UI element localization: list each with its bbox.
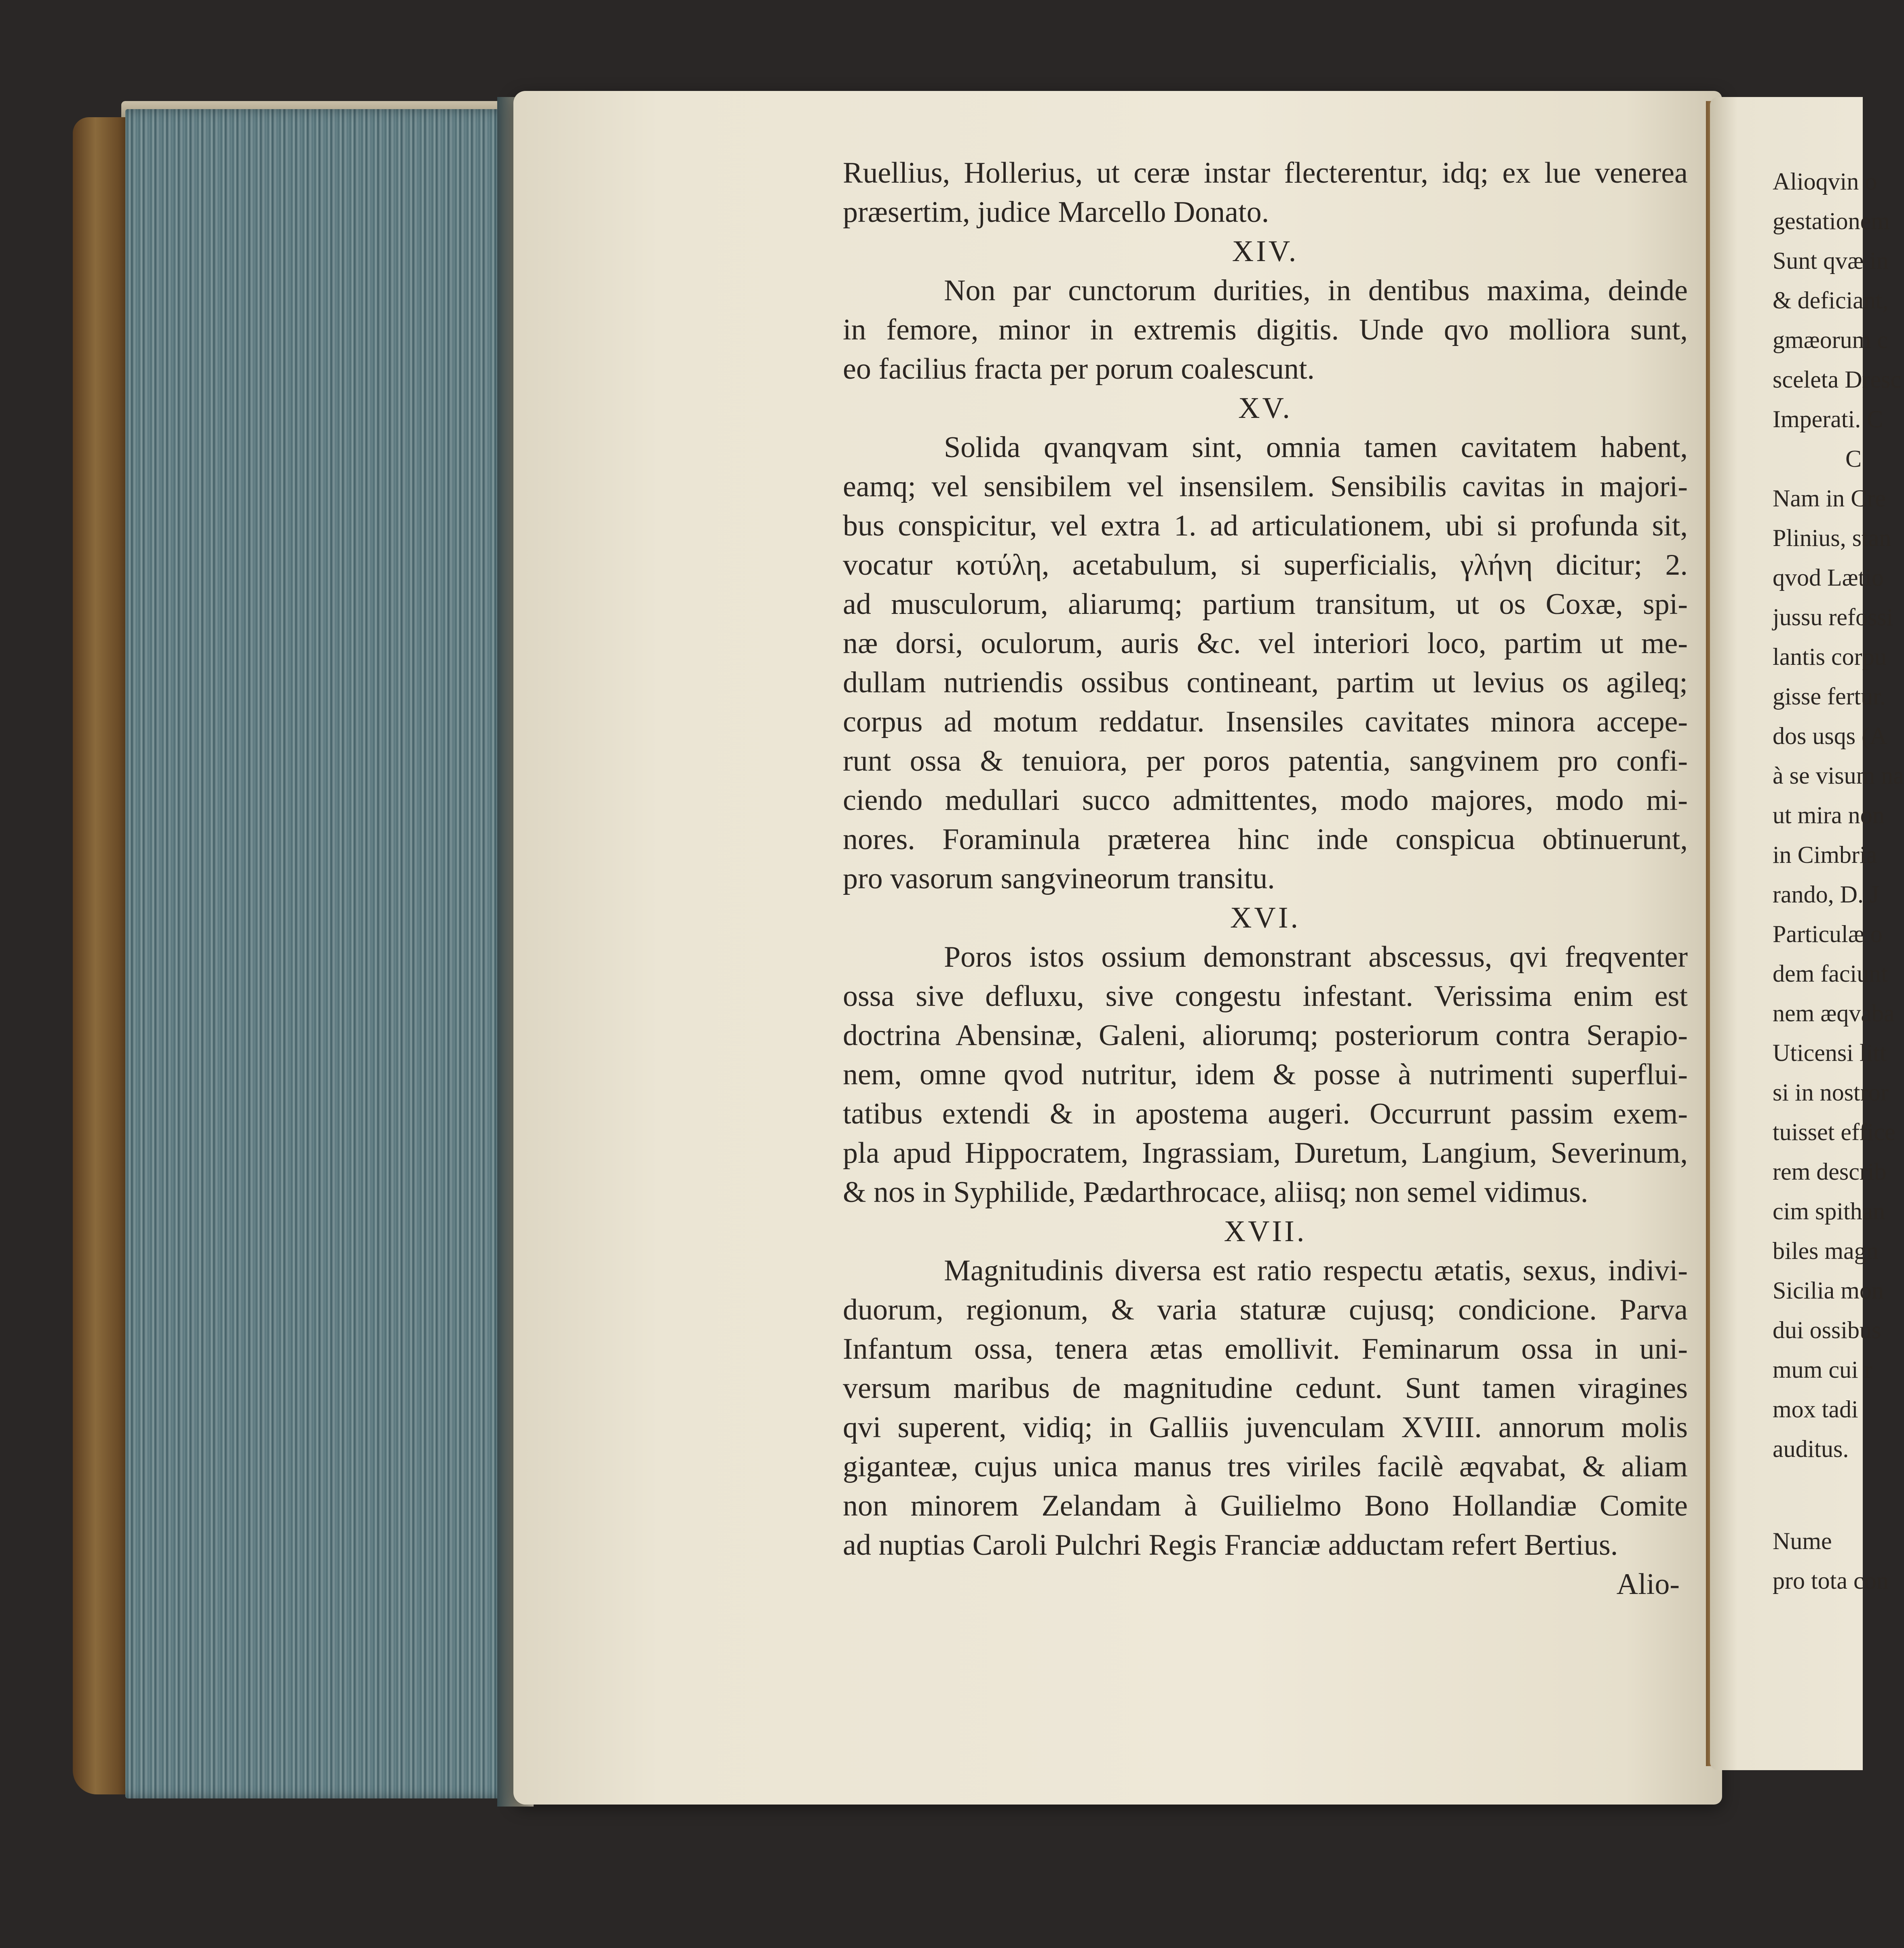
right-text-fragment: C [1845, 445, 1862, 472]
text-line: qvi superent, vidiq; in Galliis juvenculam XVIII. annorum molis [843, 1411, 1688, 1444]
text-line: bus conspicitur, vel extra 1. ad articulationem, ubi si profunda sit, [843, 509, 1688, 542]
right-text-fragment: Plinius, stan [1773, 525, 1891, 551]
text-line: næ dorsi, oculorum, auris &c. vel interiori loco, partim ut me- [843, 627, 1688, 660]
right-page-text [1773, 162, 1904, 1600]
right-text-fragment: Nam in Cre [1773, 485, 1886, 512]
text-line: ossa sive defluxu, sive congestu infestant. Verissima enim est [843, 980, 1688, 1013]
right-text-fragment: dem faciunt [1773, 960, 1888, 987]
text-line: versum maribus de magnitudine cedunt. Sunt tamen viragines [843, 1372, 1688, 1405]
right-text-fragment: gestationem [1773, 208, 1890, 234]
text-line: doctrina Abensinæ, Galeni, aliorumq; posteriorum contra Serapio- [843, 1019, 1688, 1052]
section-heading: XVI. [1230, 901, 1301, 934]
section-heading: XIV. [1232, 235, 1299, 268]
right-text-fragment: dui ossibus [1773, 1317, 1881, 1343]
text-line: vocatur κοτύλη, acetabulum, si superficialis, γλήνη dicitur; 2. [843, 548, 1688, 582]
binding-leather [73, 117, 129, 1794]
right-text-fragment: Uticensi litt [1773, 1039, 1887, 1066]
text-line: pla apud Hippocratem, Ingrassiam, Duretum, Langium, Severinum, [843, 1136, 1688, 1170]
right-text-fragment: Nume [1773, 1528, 1832, 1554]
text-line: præsertim, judice Marcello Donato. [843, 196, 1269, 229]
right-text-fragment: Alioqvin o [1773, 168, 1877, 195]
text-line: tatibus extendi & in apostema augeri. Occurrunt passim exem- [843, 1097, 1688, 1130]
catchword: Alio- [1616, 1568, 1680, 1601]
text-line: ciendo medullari succo admittentes, modo majores, modo mi- [843, 784, 1688, 817]
text-line: non minorem Zelandam à Guilielmo Bono Hollandiæ Comite [843, 1489, 1688, 1522]
right-text-fragment: dos usqs (A [1773, 723, 1887, 749]
text-line: nores. Foraminula præterea hinc inde conspicua obtinuerunt, [843, 823, 1688, 856]
text-line: runt ossa & tenuiora, per poros patentia, sangvinem pro confi- [843, 744, 1688, 778]
text-line: giganteæ, cujus unica manus tres viriles facilè æqvabat, & aliam [843, 1450, 1688, 1483]
text-line: Magnitudinis diversa est ratio respectu ætatis, sexus, indivi- [944, 1254, 1688, 1287]
right-text-fragment: ut mira non [1773, 802, 1885, 829]
section-heading: XV. [1238, 392, 1292, 425]
text-line: dullam nutriendis ossibus contineant, partim ut levius os agileq; [843, 666, 1688, 699]
right-text-fragment: rem describ [1773, 1158, 1887, 1185]
right-text-fragment: mox tadi [1773, 1396, 1858, 1423]
text-line: eo facilius fracta per porum coalescunt. [843, 352, 1315, 386]
right-text-fragment: biles magn [1773, 1238, 1879, 1264]
text-line: nem, omne qvod nutritur, idem & posse à nutrimenti superflui- [843, 1058, 1688, 1091]
text-line: Poros istos ossium demonstrant abscessus, qvi freqventer [944, 940, 1688, 974]
right-text-fragment: gisse fertur. [1773, 683, 1886, 710]
right-text-fragment: sceleta Dresc [1773, 366, 1902, 393]
right-text-fragment: & deficiant, [1773, 287, 1889, 314]
right-text-fragment: nem æqvaba [1773, 1000, 1895, 1027]
text-line: Non par cunctorum durities, in dentibus maxima, deinde [944, 274, 1688, 307]
right-text-fragment: qvod Lætio [1773, 564, 1884, 591]
right-text-fragment: lantis corpu [1773, 643, 1887, 670]
right-text-fragment: si in nostror [1773, 1079, 1889, 1106]
text-line: Solida qvanqvam sint, omnia tamen cavitatem habent, [944, 431, 1688, 464]
text-line: in femore, minor in extremis digitis. Unde qvo molliora sunt, [843, 313, 1688, 346]
right-text-fragment: in Cimbria [1773, 841, 1877, 868]
right-text-fragment: pro tota con [1773, 1567, 1889, 1594]
text-line: ad nuptias Caroli Pulchri Regis Franciæ adductam refert Bertius. [843, 1528, 1618, 1562]
spacer [1773, 1469, 1866, 1521]
text-line: pro vasorum sangvineorum transitu. [843, 862, 1275, 895]
right-text-fragment: Sunt qvæ in [1773, 247, 1889, 274]
right-text-fragment: Imperati. C [1773, 406, 1883, 432]
page-stack-fore-edge [125, 109, 513, 1798]
text-line: Infantum ossa, tenera ætas emollivit. Feminarum ossa in uni- [843, 1332, 1688, 1366]
right-text-fragment: tuisset effice [1773, 1119, 1896, 1145]
right-text-fragment: à se visum na [1773, 762, 1904, 789]
right-text-fragment: Particulæ o [1773, 921, 1883, 947]
right-text-fragment: mum cui r [1773, 1356, 1872, 1383]
text-line: ad musculorum, aliarumq; partium transitum, ut os Coxæ, spi- [843, 588, 1688, 621]
text-line: eamq; vel sensibilem vel insensilem. Sensibilis cavitas in majori- [843, 470, 1688, 503]
right-text-fragment: cim spithan [1773, 1198, 1885, 1225]
right-text-fragment: auditus. [1773, 1436, 1849, 1462]
right-text-fragment: jussu refossi [1773, 604, 1893, 630]
right-text-fragment: gmæorum c [1773, 327, 1888, 353]
text-line: Ruellius, Hollerius, ut ceræ instar flecterentur, idq; ex lue venerea [843, 156, 1688, 190]
text-line: duorum, regionum, & varia staturæ cujusq; condicione. Parva [843, 1293, 1688, 1326]
right-text-fragment: Sicilia mon [1773, 1277, 1884, 1304]
section-heading: XVII. [1224, 1215, 1307, 1248]
main-text-block [843, 154, 1688, 1604]
right-text-fragment: rando, D. J [1773, 881, 1879, 908]
text-line: corpus ad motum reddatur. Insensiles cavitates minora accepe- [843, 705, 1688, 738]
text-line: & nos in Syphilide, Pædarthrocace, aliisq; non semel vidimus. [843, 1176, 1588, 1209]
